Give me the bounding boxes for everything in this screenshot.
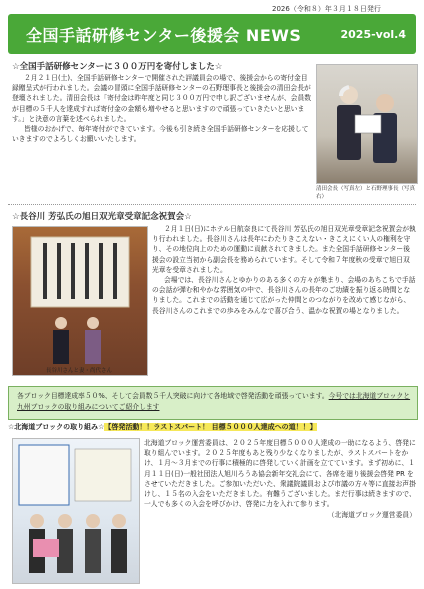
newsletter-title: 全国手話研修センター後援会 NEWS (26, 26, 302, 45)
section1-caption: 清田会長（写真左）と石野理事長（写真右） (316, 186, 416, 200)
section3-title-highlight: 【啓発活動！！ラストスパート！ 目標５０００人達成への道！！】 (104, 423, 317, 431)
volume-label: 2025-vol.4 (340, 28, 406, 41)
section3-paragraph: 北海道ブロック運営委員は、２０２５年度目標５０００人達成の一助になるよう、啓発に取り組んでいます。２０２５年度もあと残り少なくなりましたが、ラストスパートをかけ、１月～３月までの行事に積極的に啓発していく計画を立てています。まず初めに、１月１１日(日)一般社団法人旭川ろうあ協会新年交礼会にて、各席を廻り後援会啓発 PR をさせていただきました。ご参加いただいた、衆議院議員および市議の方々等に直接お声掛けし、１５名の入会をいただきました。有難うございました。まだ行事は続きますので、一人でも多くの入会を呼びかけ、啓発に力を入れて参ります。 (144, 439, 416, 509)
section3-body (144, 438, 416, 521)
section3-title-lead: ☆北海道ブロックの取り組み☆ (8, 423, 105, 431)
hokkaido-activity-photo (12, 438, 140, 584)
section1-title: ☆全国手話研修センターに３００万円を寄付しました☆ (12, 62, 223, 72)
donation-ceremony-photo (316, 64, 418, 184)
issue-date: 2026（令和８）年３月１８日発行 (272, 5, 381, 13)
notice-text (17, 391, 413, 412)
hokkaido-activity-illustration (13, 439, 139, 583)
section2-paragraph-1: ２月１日(日)にホテル日航奈良にて長谷川 芳弘氏の旭日双光章受章記念祝賀会が執り行われました。長谷川さんは長年にわたりきこえない・きこえにくい人の権利を守り、その地位向上のための運動に貢献されてきました。また全国手話研修センター後援会の設立当初から副会長を務められています。そして令和７年度秋の受章で旭日双光章を受章されました。 (152, 225, 416, 274)
section3-signature: （北海道ブロック運営委員） (327, 511, 416, 520)
section3-title (8, 422, 416, 433)
celebration-illustration (13, 227, 147, 375)
section2-paragraph-2: 会場では、長谷川さんとゆかりのある多くの方々が集まり、会場のあちこちで手話の会話が弾む和やかな雰囲気の中で、長谷川さんの長年のご功績を振り返る時間となりました。これまでの活動を通じて広がった仲間とのつながりを改めて感じながら、長谷川さんのこれまでの歩みをみんなで喜び合う、温かな祝賀の場となりました。 (152, 276, 416, 315)
notice-line-2: 今号では北海道ブロックと九州ブロックの取り組みについてご紹介します (17, 392, 411, 411)
section1-paragraph-1: ２月２１日(土)、全国手話研修センターで開催された評議員会の場で、後援会からの寄付金目録贈呈式が行われました。会議の冒頭に全国手話研修センターの石野理事長と後援会の清田会長が登壇されました。清田会長は「寄付金は昨年度と同じ３００万円で申し訳ございませんが、会員数が目標の５千人を達成すれば寄付金の金額も増やせると思いますので頑張っていきたいと思います。」と決意の言葉を述べられました。 (12, 74, 312, 123)
celebration-photo (12, 226, 148, 376)
newsletter-header (8, 14, 416, 54)
section2-caption: 長谷川さんと妻・尚代さん (46, 368, 113, 374)
section1-paragraph-2: 皆様のおかげで、毎年寄付ができています。今後も引き続き全国手話研修センターを応援していきますのでよろしくお願いいたします。 (12, 125, 309, 144)
section2-title: ☆長谷川 芳弘氏の旭日双光章受章記念祝賀会☆ (12, 212, 192, 222)
notice-line-1: 各ブロック目標達成率５０%、そして会員数５千人突破に向けて各地域で啓発活動を頑張っています。 (17, 392, 329, 400)
section1-body (12, 73, 312, 144)
donation-ceremony-illustration (317, 65, 417, 183)
section-divider (8, 204, 416, 205)
notice-box (8, 386, 418, 420)
section2-body (152, 224, 416, 316)
